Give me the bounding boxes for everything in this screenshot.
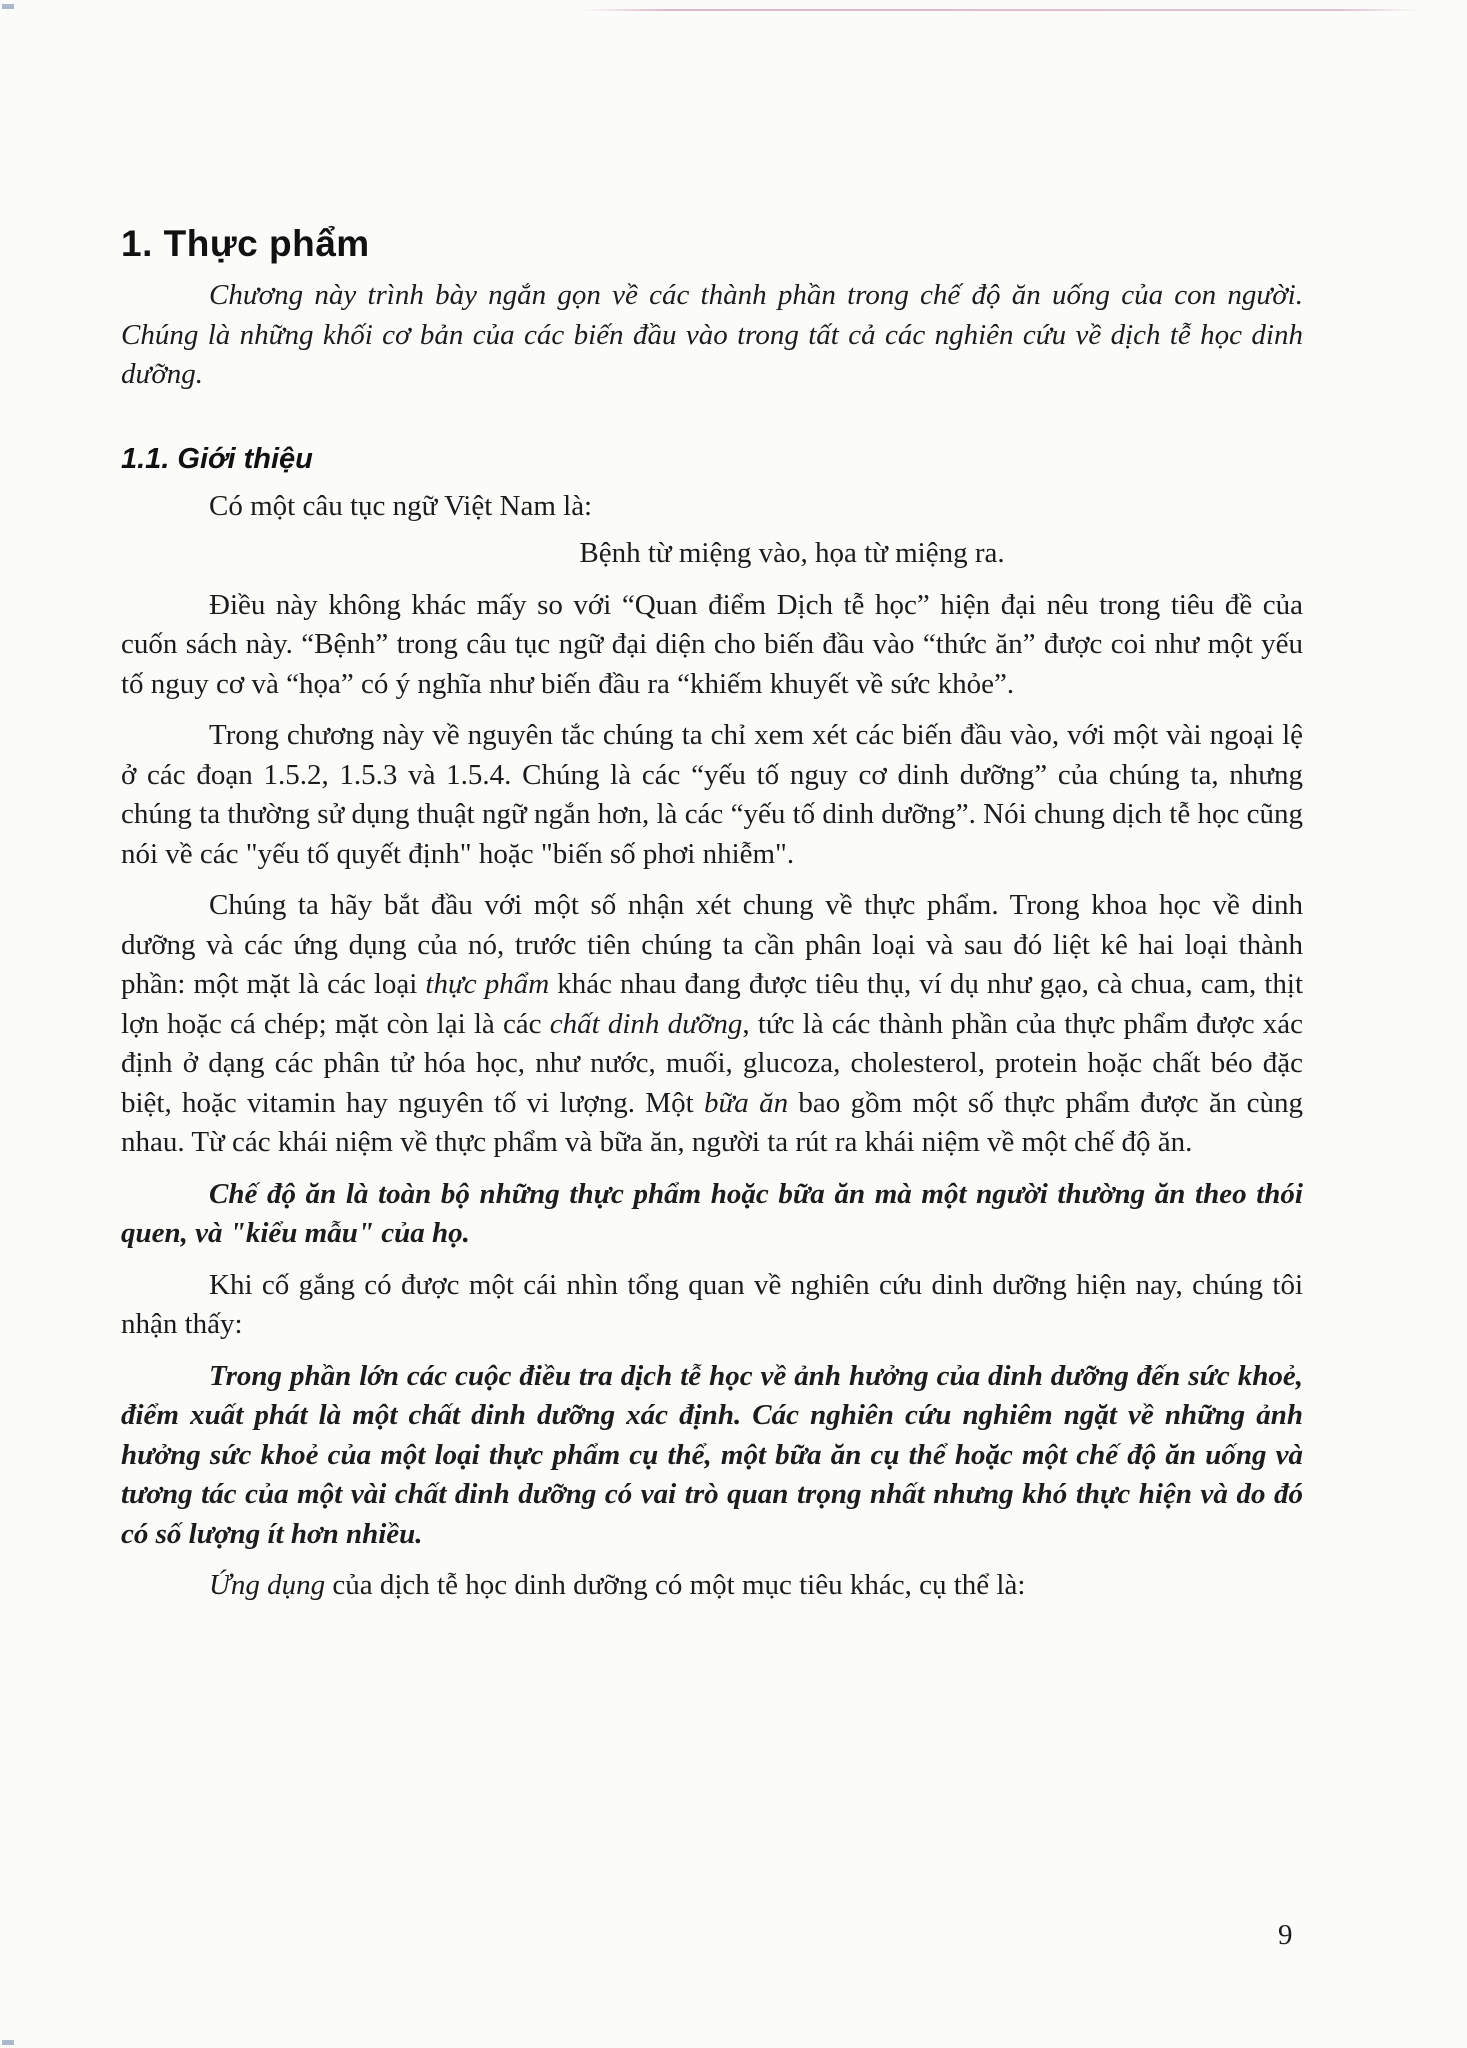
paragraph-4-text-4: bao gồm một số thực phẩm được ăn cùng nhau. Từ các khái niệm về thực phẩm và bữa ăn, người ta rút ra khái niệm về một chế độ ăn. [121,1086,1304,1158]
proverb-quote: Bệnh từ miệng vào, họa từ miệng ra. [579,537,1005,569]
paragraph-5: Khi cố gắng có được một cái nhìn tổng quan về nghiên cứu dinh dưỡng hiện nay, chúng tôi nhận thấy: [121,1268,1303,1340]
paragraph-4-text-1: Chúng ta hãy bắt đầu với một số nhận xét chung về thực phẩm. Trong khoa học về dinh dưỡng và các ứng dụng của nó, trước tiên chúng ta cần phân loại và sau đó liệt kê hai loại thành phần: một mặt là các loại [121,889,1303,1000]
paragraph-4 [121,886,1303,1163]
key-observation: Trong phần lớn các cuộc điều tra dịch tễ học về ảnh hưởng của dinh dưỡng đến sức khoẻ, điểm xuất phát là một chất dinh dưỡng xác định. Các nghiên cứu nghiêm ngặt về những ảnh hưởng sức khoẻ của một loại thực phẩm cụ thể, một bữa ăn cụ thể hoặc một chế độ ăn uống và tương tác của một vài chất dinh dưỡng có vai trò quan trọng nhất nhưng khó thực hiện và do đó có số lượng ít hơn nhiều. [121,1359,1303,1550]
chapter-intro: Chương này trình bày ngắn gọn về các thành phần trong chế độ ăn uống của con người. Chúng là những khối cơ bản của các biến đầu vào trong tất cả các nghiên cứu về dịch tễ học dinh dưỡng. [121,279,1303,390]
term-meal: bữa ăn [703,1086,789,1119]
term-food: thực phẩm [425,968,550,1000]
section-title: 1.1. Giới thiệu [121,442,313,475]
paragraph-3: Trong chương này về nguyên tắc chúng ta chỉ xem xét các biến đầu vào, với một vài ngoại lệ ở các đoạn 1.5.2, 1.5.3 và 1.5.4. Chúng là các “yếu tố nguy cơ dinh dưỡng” của chúng ta, nhưng chúng ta thường sử dụng thuật ngữ ngắn hơn, là các “yếu tố dinh dưỡng”. Nói chung dịch tễ học cũng nói về các "yếu tố quyết định" hoặc "biến số phơi nhiễm". [121,719,1303,870]
paragraph-4-text-3: , tức là các thành phần của thực phẩm được xác định ở dạng các phân tử hóa học, như nước, muối, glucoza, cholesterol, protein hoặc chất béo đặc biệt, hoặc vitamin hay nguyên tố vi lượng. Một [121,1007,1303,1119]
page-number: 9 [1278,1919,1293,1951]
definition-diet: Chế độ ăn là toàn bộ những thực phẩm hoặc bữa ăn mà một người thường ăn theo thói quen, và "kiểu mẫu" của họ. [121,1177,1303,1249]
top-decorative-rule [580,9,1420,11]
paragraph-6 [121,1566,1303,1606]
paragraph-6-text: của dịch tễ học dinh dưỡng có một mục tiêu khác, cụ thể là: [325,1569,1026,1601]
paragraph-2: Điều này không khác mấy so với “Quan điểm Dịch tễ học” hiện đại nêu trong tiêu đề của cuốn sách này. “Bệnh” trong câu tục ngữ đại diện cho biến đầu vào “thức ăn” được coi như một yếu tố nguy cơ và “họa” có ý nghĩa như biến đầu ra “khiếm khuyết về sức khỏe”. [121,588,1303,700]
paragraph-proverb-intro: Có một câu tục ngữ Việt Nam là: [209,489,593,522]
scan-corner-mark-bottom [2,2040,14,2045]
page-content [121,222,1303,1606]
term-nutrient: chất dinh dưỡng [549,1007,743,1040]
chapter-title: 1. Thực phẩm [121,223,370,264]
scan-corner-mark-top [2,4,14,9]
paragraph-4-text-2: khác nhau đang được tiêu thụ, ví dụ như gạo, cà chua, cam, thịt lợn hoặc cá chép; mặt còn lại là các [121,968,1303,1040]
term-application: Ứng dụng [209,1569,326,1601]
